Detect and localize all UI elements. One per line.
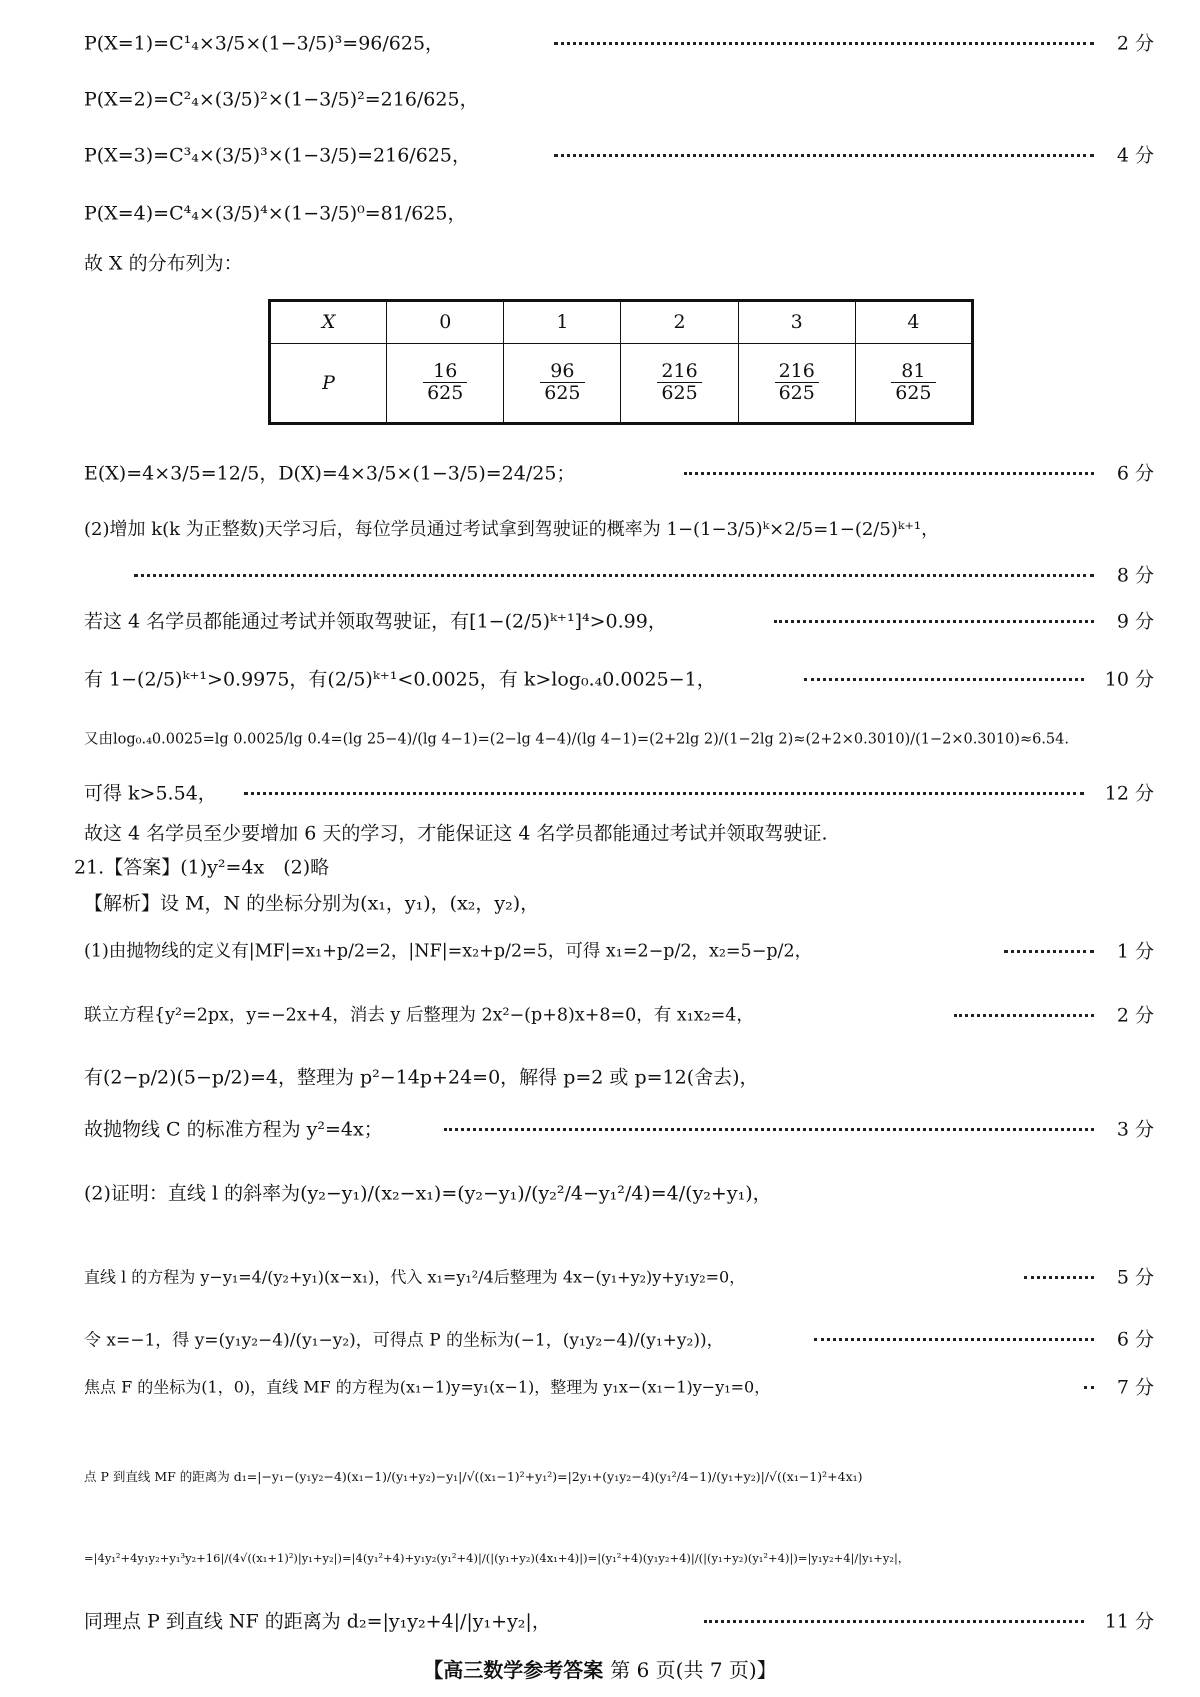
- part2-score-line: [84, 554, 1154, 594]
- leader-dots: [444, 1128, 1094, 1131]
- table-cell: [855, 343, 972, 423]
- score-label: 1 分: [1116, 940, 1154, 963]
- q21-distance-2: [84, 1600, 1154, 1640]
- fraction: [423, 361, 467, 406]
- numerator: 16: [423, 361, 467, 384]
- line-text: P(X=3)=C³₄×(3/5)³×(1−3/5)=216/625，: [84, 144, 471, 167]
- page-number: 第 6 页(共 7 页)】: [610, 1658, 777, 1682]
- numerator: 96: [540, 361, 584, 384]
- leader-dots: [814, 1338, 1094, 1341]
- line-text: 又由log₀.₄0.0025=lg 0.0025/lg 0.4=(lg 25−4)/(lg 4−1)=(2−lg 4−4)/(lg 4−1)=(2+2lg 2)/(1−2lg 2)≈(2+2×0.3010)/(1−2×0.3010)≈6.54.: [84, 731, 1069, 748]
- leader-dots: [774, 620, 1094, 623]
- table-cell: 1: [504, 301, 621, 344]
- part2-line: [84, 508, 1154, 548]
- fraction: [775, 361, 819, 406]
- fraction: [540, 361, 584, 406]
- prob-line-3: [84, 134, 1154, 174]
- q21-answer: [74, 846, 1144, 886]
- line-text: 有(2−p/2)(5−p/2)=4，整理为 p²−14p+24=0，解得 p=2 或 p=12(舍去)，: [84, 1066, 759, 1089]
- leader-dots: [1084, 1386, 1094, 1389]
- distribution-table: [268, 299, 974, 425]
- q21-distance-1: [84, 1456, 1154, 1496]
- line-text: 直线 l 的方程为 y−y₁=4/(y₂+y₁)(x−x₁)，代入 x₁=y₁²/4后整理为 4x−(y₁+y₂)y+y₁y₂=0，: [84, 1267, 746, 1287]
- score-label: 10 分: [1104, 668, 1154, 691]
- score-label: 2 分: [1116, 1004, 1154, 1027]
- line-text: E(X)=4×3/5=12/5，D(X)=4×3/5×(1−3/5)=24/25；: [84, 462, 576, 485]
- leader-dots: [134, 574, 1094, 577]
- line-text: 可得 k>5.54，: [84, 782, 217, 805]
- dist-intro: [84, 242, 1154, 282]
- leader-dots: [1004, 950, 1094, 953]
- table-cell: [504, 343, 621, 423]
- leader-dots: [684, 472, 1094, 475]
- k-result-line: [84, 772, 1154, 812]
- numerator: 81: [891, 361, 935, 384]
- table-cell: 4: [855, 301, 972, 344]
- numerator: 216: [657, 361, 701, 384]
- condition-line: [84, 600, 1154, 640]
- q21-step-p: [84, 1056, 1154, 1096]
- line-text: 同理点 P 到直线 NF 的距离为 d₂=|y₁y₂+4|/|y₁+y₂|，: [84, 1610, 551, 1633]
- q21-step-1: [84, 930, 1154, 970]
- table-cell: [387, 343, 504, 423]
- q21-step-7: [84, 1366, 1154, 1406]
- score-label: 7 分: [1116, 1376, 1154, 1399]
- score-label: 5 分: [1116, 1266, 1154, 1289]
- leader-dots: [1024, 1276, 1094, 1279]
- denominator: 625: [778, 382, 815, 405]
- score-label: 3 分: [1116, 1118, 1154, 1141]
- score-label: 2 分: [1116, 32, 1154, 55]
- table-row: [270, 301, 973, 344]
- line-text: 联立方程{y²=2px，y=−2x+4，消去 y 后整理为 2x²−(p+8)x+8=0，有 x₁x₂=4，: [84, 1005, 754, 1026]
- table-cell: 3: [738, 301, 855, 344]
- q21-analysis: [84, 882, 1154, 922]
- fraction: [891, 361, 935, 406]
- score-label: 9 分: [1116, 610, 1154, 633]
- log-line: [84, 718, 1154, 758]
- leader-dots: [554, 154, 1094, 157]
- line-text: 若这 4 名学员都能通过考试并领取驾驶证，有[1−(2/5)ᵏ⁺¹]⁴>0.99，: [84, 610, 667, 633]
- line-text: =|4y₁²+4y₁y₂+y₁³y₂+16|/(4√((x₁+1)²)|y₁+y₂|)=|4(y₁²+4)+y₁y₂(y₁²+4)|/(|(y₁+y₂)(4x₁+4)|)=|(y₁²+4)(y₁y₂+4)|/(|(y₁+y₂)(y₁²+4)|)=|y₁y₂+4|/|y₁+y₂|，: [84, 1551, 910, 1565]
- line-text: (1)由抛物线的定义有|MF|=x₁+p/2=2，|NF|=x₂+p/2=5，可得 x₁=2−p/2，x₂=5−p/2，: [84, 941, 813, 962]
- line-text: P(X=4)=C⁴₄×(3/5)⁴×(1−3/5)⁰=81/625，: [84, 202, 467, 225]
- q21-step-6: [84, 1318, 1154, 1358]
- score-label: 8 分: [1116, 564, 1154, 587]
- table-cell: 0: [387, 301, 504, 344]
- q21-distance-simplify: [84, 1538, 1154, 1578]
- expectation-line: [84, 452, 1154, 492]
- table-cell: [738, 343, 855, 423]
- table-cell: P: [270, 343, 387, 423]
- line-text: P(X=1)=C¹₄×3/5×(1−3/5)³=96/625，: [84, 32, 445, 55]
- leader-dots: [954, 1014, 1094, 1017]
- line-text: P(X=2)=C²₄×(3/5)²×(1−3/5)²=216/625，: [84, 88, 479, 111]
- prob-line-2: [84, 78, 1154, 118]
- line-text: (2)证明：直线 l 的斜率为(y₂−y₁)/(x₂−x₁)=(y₂−y₁)/(y₂²/4−y₁²/4)=4/(y₂+y₁)，: [84, 1182, 772, 1205]
- line-text: 焦点 F 的坐标为(1，0)，直线 MF 的方程为(x₁−1)y=y₁(x−1)，整理为 y₁x−(x₁−1)y−y₁=0，: [84, 1377, 771, 1397]
- table-cell: [621, 343, 738, 423]
- q21-step-2: [84, 994, 1154, 1034]
- denominator: 625: [895, 382, 932, 405]
- leader-dots: [244, 792, 1084, 795]
- leader-dots: [704, 1620, 1084, 1623]
- line-text: 令 x=−1，得 y=(y₁y₂−4)/(y₁−y₂)，可得点 P 的坐标为(−1，(y₁y₂−4)/(y₁+y₂))，: [84, 1330, 724, 1351]
- page-footer: [0, 1654, 1200, 1683]
- denominator: 625: [544, 382, 581, 405]
- line-text: 点 P 到直线 MF 的距离为 d₁=|−y₁−(y₁y₂−4)(x₁−1)/(y₁+y₂)−y₁|/√((x₁−1)²+y₁²)=|2y₁+(y₁y₂−4)(y₁²/4−1)/(y₁+y₂)|/√((x₁−1)²+4x₁): [84, 1469, 863, 1484]
- score-label: 4 分: [1116, 144, 1154, 167]
- fraction: [657, 361, 701, 406]
- score-label: 12 分: [1104, 782, 1154, 805]
- score-label: 11 分: [1104, 1610, 1154, 1633]
- line-text: 【解析】设 M，N 的坐标分别为(x₁，y₁)，(x₂，y₂)，: [84, 892, 540, 915]
- line-text: 21.【答案】(1)y²=4x (2)略: [74, 856, 330, 879]
- footer-title: 【高三数学参考答案: [423, 1658, 604, 1682]
- prob-line-1: [84, 22, 1154, 62]
- score-label: 6 分: [1116, 462, 1154, 485]
- inequality-line: [84, 658, 1154, 698]
- q21-slope: [84, 1172, 1154, 1212]
- line-text: 故这 4 名学员至少要增加 6 天的学习，才能保证这 4 名学员都能通过考试并领取驾驶证.: [84, 822, 828, 845]
- denominator: 625: [661, 382, 698, 405]
- q21-step-5: [84, 1256, 1154, 1296]
- numerator: 216: [775, 361, 819, 384]
- prob-line-4: [84, 192, 1154, 232]
- table-cell: X: [270, 301, 387, 344]
- q21-step-3: [84, 1108, 1154, 1148]
- line-text: 故抛物线 C 的标准方程为 y²=4x；: [84, 1118, 383, 1141]
- leader-dots: [554, 42, 1094, 45]
- denominator: 625: [427, 382, 464, 405]
- line-text: (2)增加 k(k 为正整数)天学习后，每位学员通过考试拿到驾驶证的概率为 1−(1−3/5)ᵏ×2/5=1−(2/5)ᵏ⁺¹，: [84, 519, 940, 540]
- table-cell: 2: [621, 301, 738, 344]
- leader-dots: [804, 678, 1084, 681]
- line-text: 故 X 的分布列为：: [84, 252, 243, 275]
- score-label: 6 分: [1116, 1328, 1154, 1351]
- table-row: [270, 343, 973, 423]
- line-text: 有 1−(2/5)ᵏ⁺¹>0.9975，有(2/5)ᵏ⁺¹<0.0025，有 k>log₀.₄0.0025−1，: [84, 668, 716, 691]
